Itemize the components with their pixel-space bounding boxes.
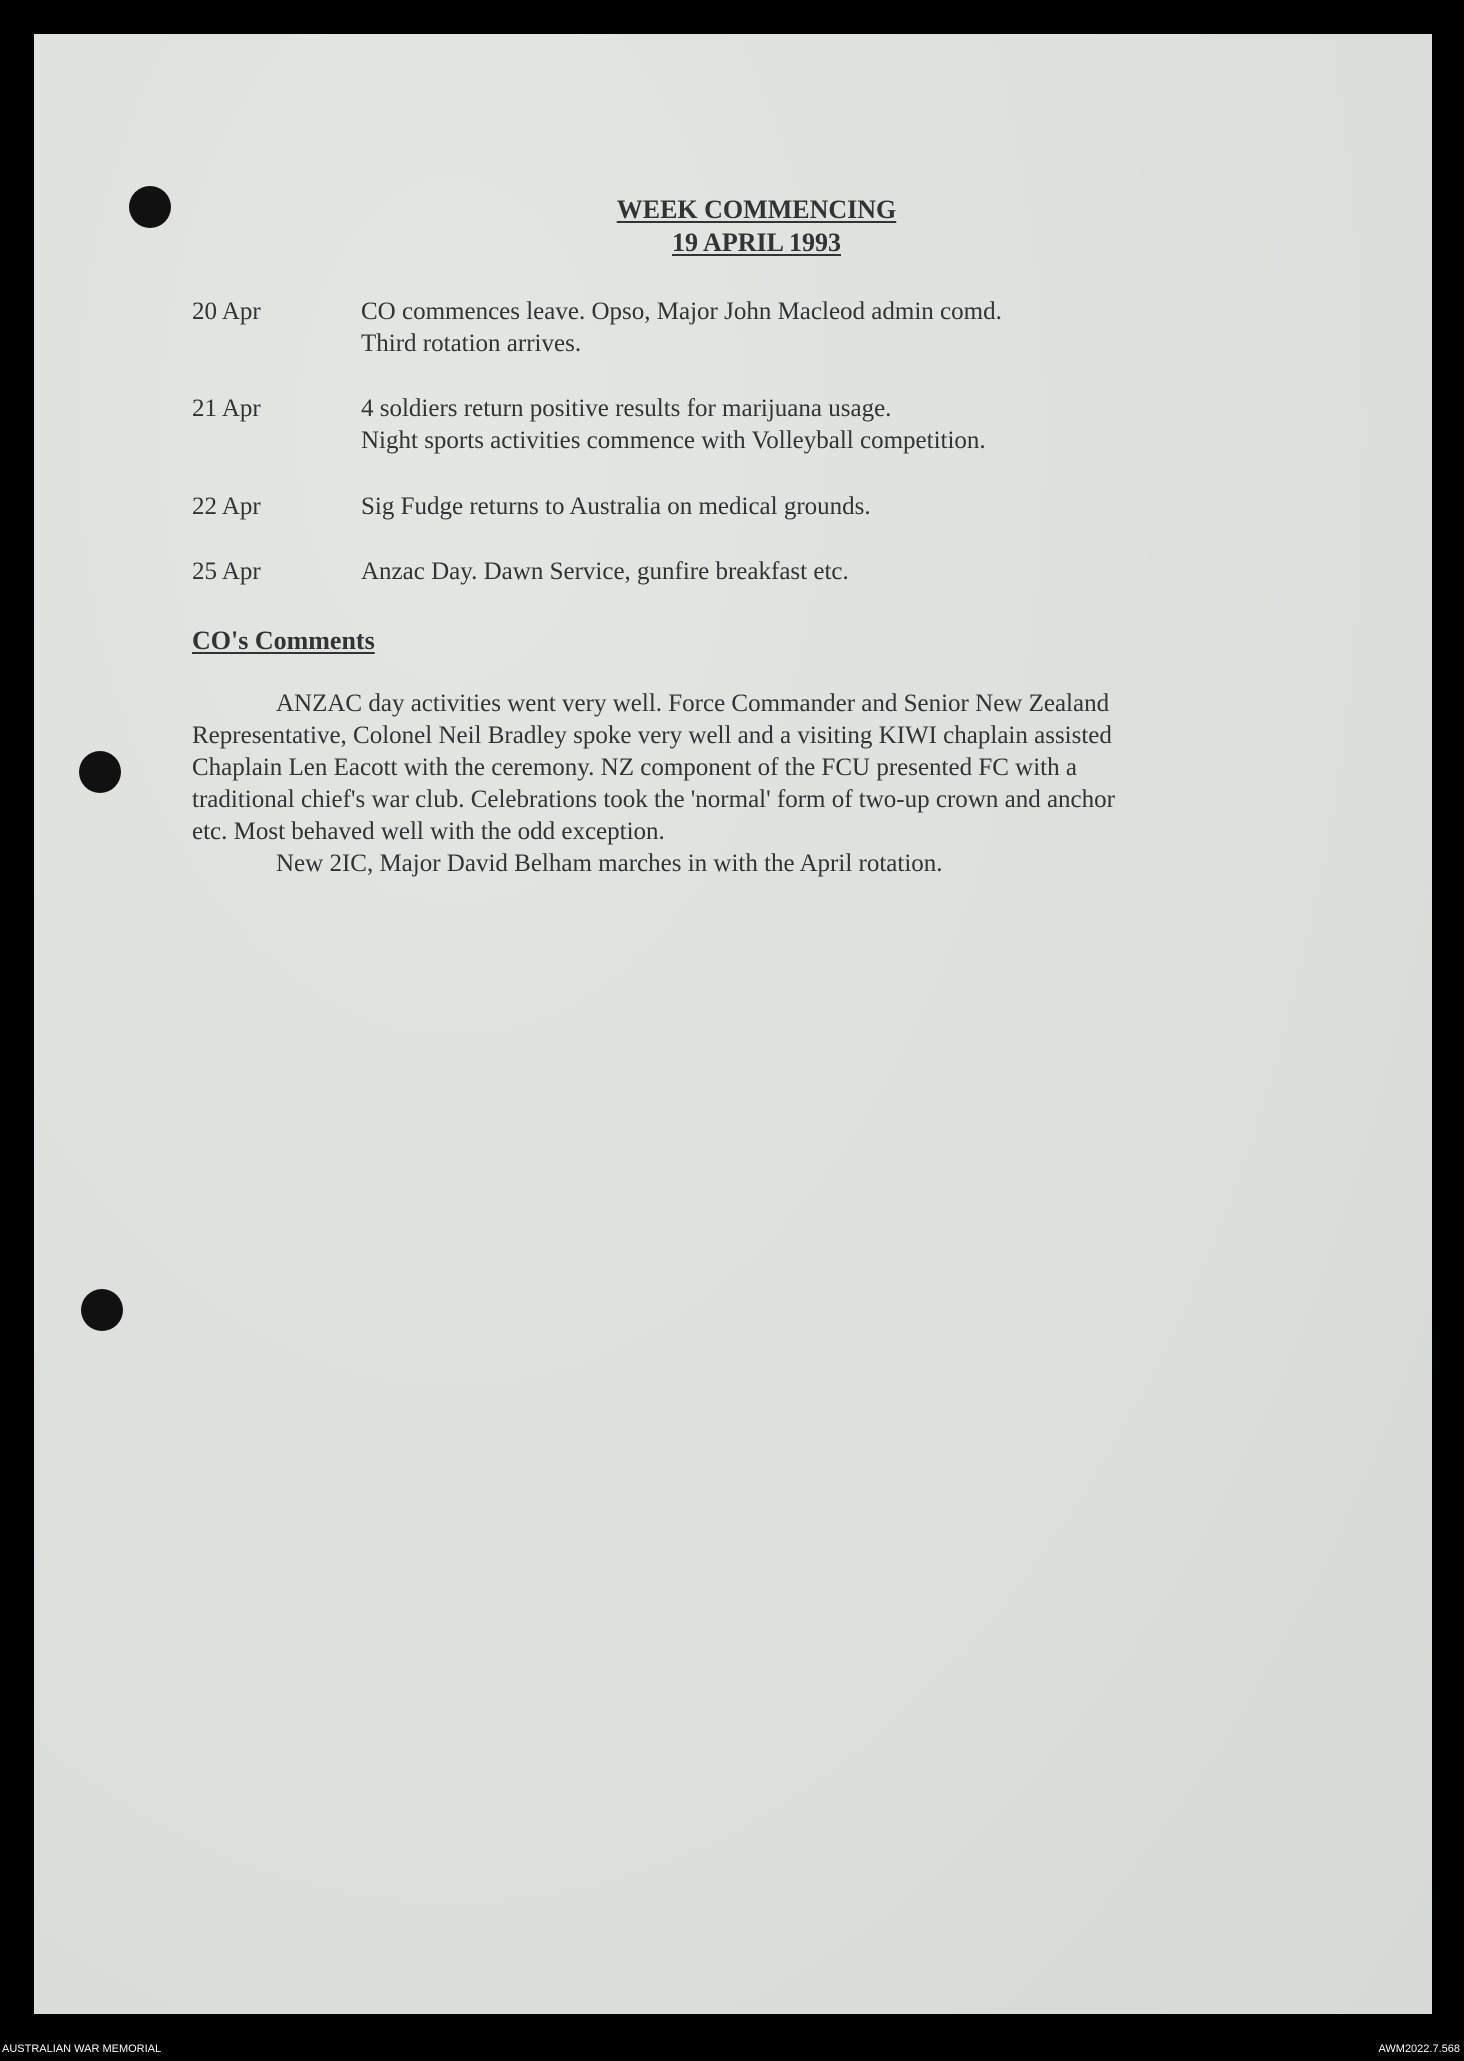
paper-sheet — [34, 34, 1432, 2014]
entry-date: 25 Apr — [192, 558, 261, 585]
footer-archive-name: AUSTRALIAN WAR MEMORIAL — [2, 2043, 162, 2055]
heading-date: 19 APRIL 1993 — [671, 228, 842, 257]
comment-line: Chaplain Len Eacott with the ceremony. NZ component of the FCU presented FC with a — [192, 754, 1077, 781]
entry-line: Sig Fudge returns to Australia on medical grounds. — [361, 493, 871, 520]
comment-line: ANZAC day activities went very well. Force Commander and Senior New Zealand — [276, 690, 1110, 717]
comments-body — [192, 688, 1292, 880]
comment-line: New 2IC, Major David Belham marches in with the April rotation. — [276, 850, 943, 877]
comment-line: etc. Most behaved well with the odd exception. — [192, 818, 665, 845]
entry-date: 21 Apr — [192, 395, 261, 422]
footer-accession-number: AWM2022.7.568 — [1378, 2043, 1460, 2055]
entry-line: Night sports activities commence with Volleyball competition. — [361, 427, 986, 454]
entry-line: CO commences leave. Opso, Major John Macleod admin comd. — [361, 298, 1002, 325]
comment-line: traditional chief's war club. Celebrations took the 'normal' form of two-up crown and anchor — [192, 786, 1115, 813]
comments-heading: CO's Comments — [192, 626, 375, 655]
entry-text — [361, 393, 1341, 457]
entry-text — [361, 491, 1341, 523]
entry-line: Anzac Day. Dawn Service, gunfire breakfast etc. — [361, 558, 849, 585]
entry-text — [361, 296, 1341, 360]
entry-date: 20 Apr — [192, 298, 261, 325]
entry-text — [361, 556, 1341, 588]
entry-date: 22 Apr — [192, 493, 261, 520]
entry-line: 4 soldiers return positive results for marijuana usage. — [361, 395, 892, 422]
entry-line: Third rotation arrives. — [361, 330, 582, 357]
heading-week-commencing: WEEK COMMENCING — [616, 195, 897, 224]
comment-line: Representative, Colonel Neil Bradley spoke very well and a visiting KIWI chaplain assisted — [192, 722, 1112, 749]
document-body — [34, 34, 1432, 2014]
